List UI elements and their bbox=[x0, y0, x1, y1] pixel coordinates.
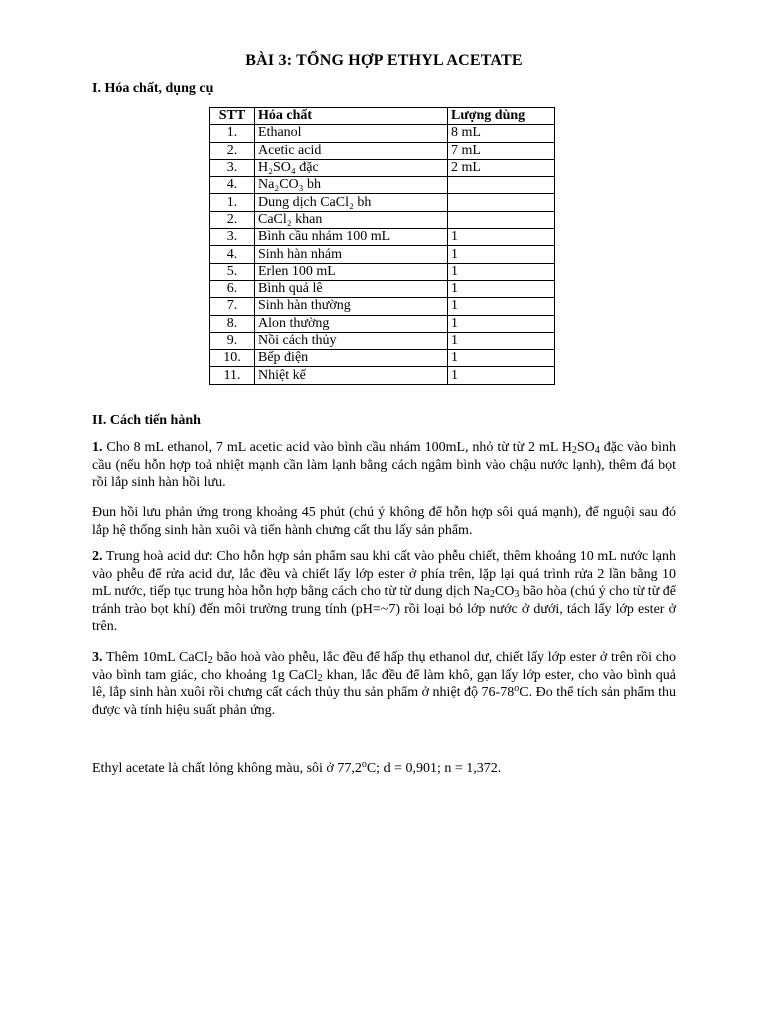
section-heading-materials: I. Hóa chất, dụng cụ bbox=[92, 81, 214, 96]
row-quantity: 2 mL bbox=[448, 159, 555, 176]
chemicals-table bbox=[209, 107, 555, 385]
row-stt: 3. bbox=[210, 229, 255, 246]
subscript: 4 bbox=[594, 445, 600, 456]
row-stt: 7. bbox=[210, 298, 255, 315]
step-text: CO bbox=[494, 584, 515, 599]
row-chemical: Nồi cách thủy bbox=[255, 332, 448, 349]
step-number: 1. bbox=[92, 440, 103, 455]
row-chemical: Alon thường bbox=[255, 315, 448, 332]
row-quantity: 7 mL bbox=[448, 142, 555, 159]
table-row bbox=[210, 263, 555, 280]
step-text: bão hoà vào phễu, lắc đều để hấp thụ ethanol dư, chiết lấy lớp ester ở trên rồi cho vào bình tam giác, cho khoảng 1g CaCl bbox=[92, 650, 676, 683]
table-row bbox=[210, 159, 555, 176]
row-quantity bbox=[448, 177, 555, 194]
step-text: Thêm 10mL CaCl bbox=[102, 650, 208, 665]
step-2-paragraph bbox=[92, 548, 676, 636]
row-stt: 1. bbox=[210, 194, 255, 211]
table-row bbox=[210, 298, 555, 315]
table-row bbox=[210, 315, 555, 332]
row-quantity: 1 bbox=[448, 263, 555, 280]
header-stt: STT bbox=[210, 108, 255, 125]
subscript: 3 bbox=[514, 589, 520, 600]
row-chemical: Sinh hàn thường bbox=[255, 298, 448, 315]
step-number: 2. bbox=[92, 549, 103, 564]
row-chemical: Bình quả lê bbox=[255, 280, 448, 297]
row-quantity: 1 bbox=[448, 298, 555, 315]
row-chemical: CaCl₂ khan bbox=[255, 211, 448, 228]
table-header-row bbox=[210, 108, 555, 125]
step-text: Trung hoà acid dư: Cho hỗn hợp sản phẩm sau khi cất vào phễu chiết, thêm khoảng 10 mL nước lạnh vào phễu để rửa acid dư, lắc đều và chiết lấy lớp ester ở phía trên, lặp lại quá trình rửa 2 lần bằng 10 mL nước, tiếp tục trung hòa hỗn hợp bằng cách cho từ từ dung dịch Na bbox=[92, 549, 676, 599]
row-quantity: 1 bbox=[448, 315, 555, 332]
subscript: 2 bbox=[317, 672, 323, 684]
step-text: C. Đo thể tích sản phẩm thu được và tính hiệu suất phản ứng. bbox=[92, 685, 676, 718]
row-stt: 2. bbox=[210, 211, 255, 228]
row-stt: 1. bbox=[210, 125, 255, 142]
row-chemical: Na₂CO₃ bh bbox=[255, 177, 448, 194]
row-quantity: 1 bbox=[448, 367, 555, 384]
row-chemical: Dung dịch CaCl₂ bh bbox=[255, 194, 448, 211]
subscript: 2 bbox=[207, 655, 213, 666]
subscript: 2 bbox=[571, 445, 577, 456]
row-chemical: Bếp điện bbox=[255, 350, 448, 367]
row-quantity bbox=[448, 194, 555, 211]
row-stt: 2. bbox=[210, 142, 255, 159]
table-row bbox=[210, 194, 555, 211]
row-chemical: Ethanol bbox=[255, 125, 448, 142]
row-chemical: Sinh hàn nhám bbox=[255, 246, 448, 263]
row-stt: 3. bbox=[210, 159, 255, 176]
row-stt: 10. bbox=[210, 350, 255, 367]
row-stt: 8. bbox=[210, 315, 255, 332]
row-quantity bbox=[448, 211, 555, 228]
row-stt: 4. bbox=[210, 177, 255, 194]
row-quantity: 1 bbox=[448, 246, 555, 263]
table-row bbox=[210, 246, 555, 263]
page-title: BÀI 3: TỔNG HỢP ETHYL ACETATE bbox=[245, 52, 523, 69]
row-stt: 4. bbox=[210, 246, 255, 263]
section-heading-procedure: II. Cách tiến hành bbox=[92, 413, 201, 428]
row-stt: 5. bbox=[210, 263, 255, 280]
row-chemical: Acetic acid bbox=[255, 142, 448, 159]
row-chemical: Erlen 100 mL bbox=[255, 263, 448, 280]
row-quantity: 1 bbox=[448, 350, 555, 367]
row-stt: 6. bbox=[210, 280, 255, 297]
header-quantity: Lượng dùng bbox=[448, 108, 555, 125]
step-1-paragraph bbox=[92, 439, 676, 492]
step-text: bão hòa (chú ý cho từ từ để tránh trào bọt khí) đến môi trường trung tính (pH=~7) rồi loại bỏ lớp nước ở dưới, tách lấy lớp ester ở trên. bbox=[92, 584, 676, 634]
row-quantity: 8 mL bbox=[448, 125, 555, 142]
step-text: đặc vào bình cầu (nếu hỗn hợp toả nhiệt mạnh cần làm lạnh bằng cách ngâm bình vào chậu nước lạnh), thêm đá bọt rồi lắp sinh hàn hồi lưu. bbox=[92, 440, 677, 490]
table-row bbox=[210, 332, 555, 349]
step-3-paragraph bbox=[92, 649, 676, 719]
row-chemical: H₂SO₄ đặc bbox=[255, 159, 448, 176]
table-row bbox=[210, 177, 555, 194]
step-number: 3. bbox=[92, 650, 103, 665]
table-row bbox=[210, 229, 555, 246]
table-row bbox=[210, 350, 555, 367]
step-text: SO bbox=[576, 440, 595, 455]
table-row bbox=[210, 367, 555, 384]
step-text: Cho 8 mL ethanol, 7 mL acetic acid vào bình cầu nhám 100mL, nhỏ từ từ 2 mL H bbox=[102, 440, 572, 455]
reflux-paragraph: Đun hồi lưu phản ứng trong khoảng 45 phút (chú ý không để hỗn hợp sôi quá mạnh), để nguội sau đó lắp hệ thống sinh hàn xuôi và tiến hành chưng cất thu lấy sản phẩm. bbox=[92, 505, 676, 538]
table-row bbox=[210, 142, 555, 159]
table-row bbox=[210, 211, 555, 228]
row-chemical: Bình cầu nhám 100 mL bbox=[255, 229, 448, 246]
step-text: khan, lắc đều để làm khô, gạn lấy lớp ester, cho vào bình quả lê, lắp sinh hàn xuôi rồi chưng cất cách thủy thu sản phẩm ở nhiệt độ 76-78 bbox=[92, 667, 676, 700]
superscript: o bbox=[514, 683, 520, 694]
subscript: 2 bbox=[489, 589, 495, 600]
table-row bbox=[210, 280, 555, 297]
row-chemical: Nhiệt kế bbox=[255, 367, 448, 384]
superscript: o bbox=[361, 759, 367, 770]
row-quantity: 1 bbox=[448, 229, 555, 246]
row-stt: 11. bbox=[210, 367, 255, 384]
table-row bbox=[210, 125, 555, 142]
row-quantity: 1 bbox=[448, 280, 555, 297]
note-text: C; d = 0,901; n = 1,372. bbox=[366, 761, 502, 776]
row-quantity: 1 bbox=[448, 332, 555, 349]
properties-note bbox=[92, 760, 676, 778]
header-chemical: Hóa chất bbox=[255, 108, 448, 125]
note-text: Ethyl acetate là chất lỏng không màu, sôi ở 77,2 bbox=[92, 761, 362, 776]
row-stt: 9. bbox=[210, 332, 255, 349]
